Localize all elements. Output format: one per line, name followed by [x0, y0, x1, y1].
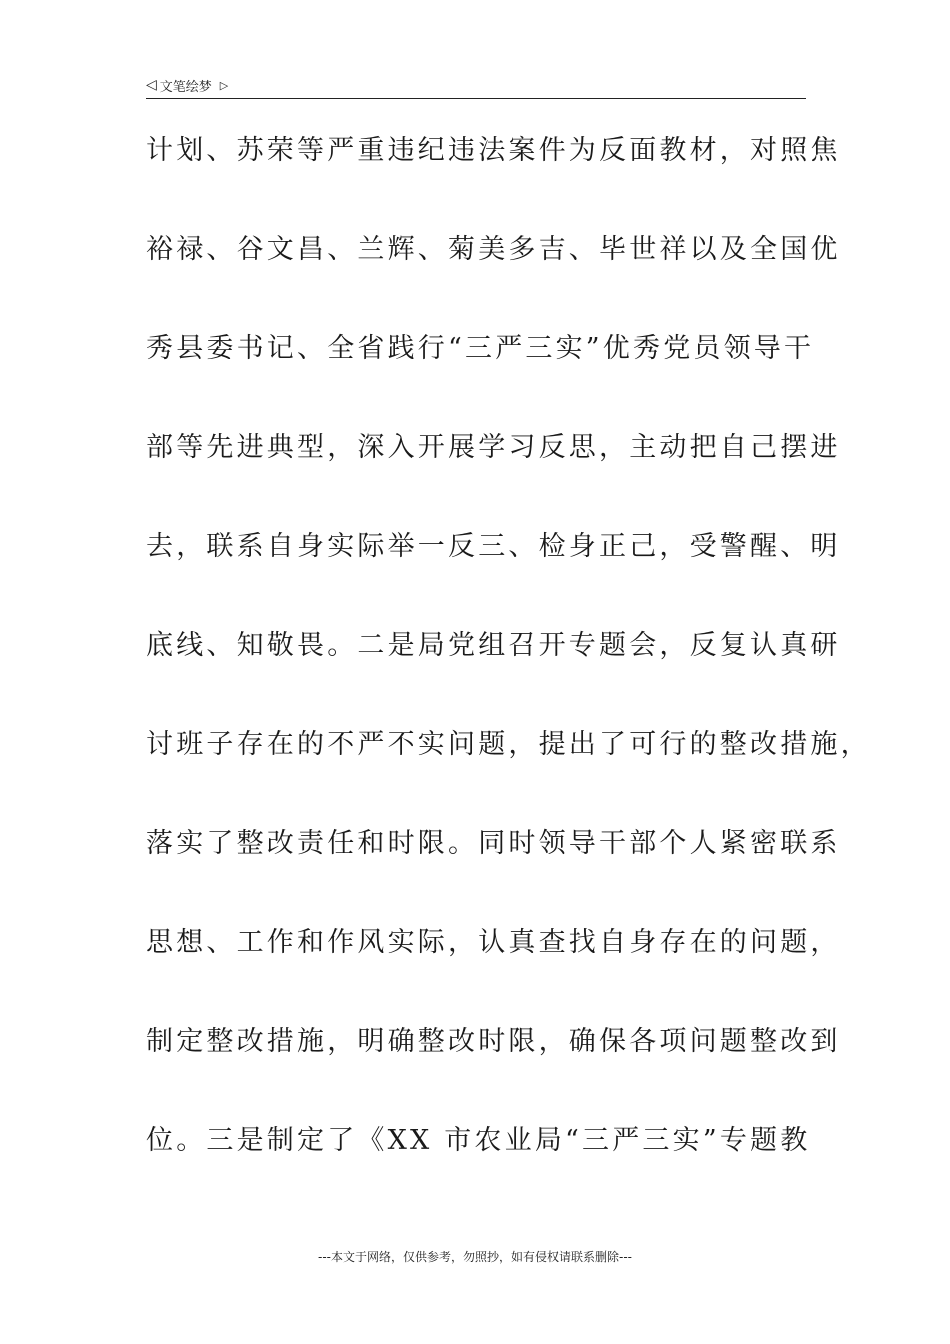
- body-line: 落实了整改责任和时限。同时领导干部个人紧密联系: [146, 828, 841, 859]
- left-triangle-icon: ◁: [146, 77, 157, 93]
- body-line: 去，联系自身实际举一反三、检身正己，受警醒、明: [146, 531, 841, 562]
- document-body: [146, 124, 871, 1213]
- body-line: 计划、苏荣等严重违纪违法案件为反面教材，对照焦: [146, 135, 841, 166]
- body-line: 部等先进典型，深入开展学习反思，主动把自己摆进: [146, 432, 841, 463]
- body-line: 秀县委书记、全省践行“三严三实”优秀党员领导干: [146, 333, 815, 364]
- body-line: 讨班子存在的不严不实问题，提出了可行的整改措施，: [146, 729, 871, 760]
- page-header: [146, 72, 806, 99]
- body-line: 底线、知敬畏。二是局党组召开专题会，反复认真研: [146, 630, 841, 661]
- page-footer: ---本文于网络，仅供参考，勿照抄，如有侵权请联系删除---: [318, 1250, 632, 1264]
- body-line: 制定整改措施，明确整改时限，确保各项问题整改到: [146, 1026, 841, 1057]
- body-line: 位。三是制定了《XX 市农业局“三严三实”专题教: [146, 1125, 811, 1156]
- header-title: 文笔绘梦: [159, 79, 212, 95]
- right-triangle-icon: ▷: [219, 78, 229, 92]
- body-line: 思想、工作和作风实际，认真查找自身存在的问题，: [146, 927, 841, 958]
- body-line: 裕禄、谷文昌、兰辉、菊美多吉、毕世祥以及全国优: [146, 234, 841, 265]
